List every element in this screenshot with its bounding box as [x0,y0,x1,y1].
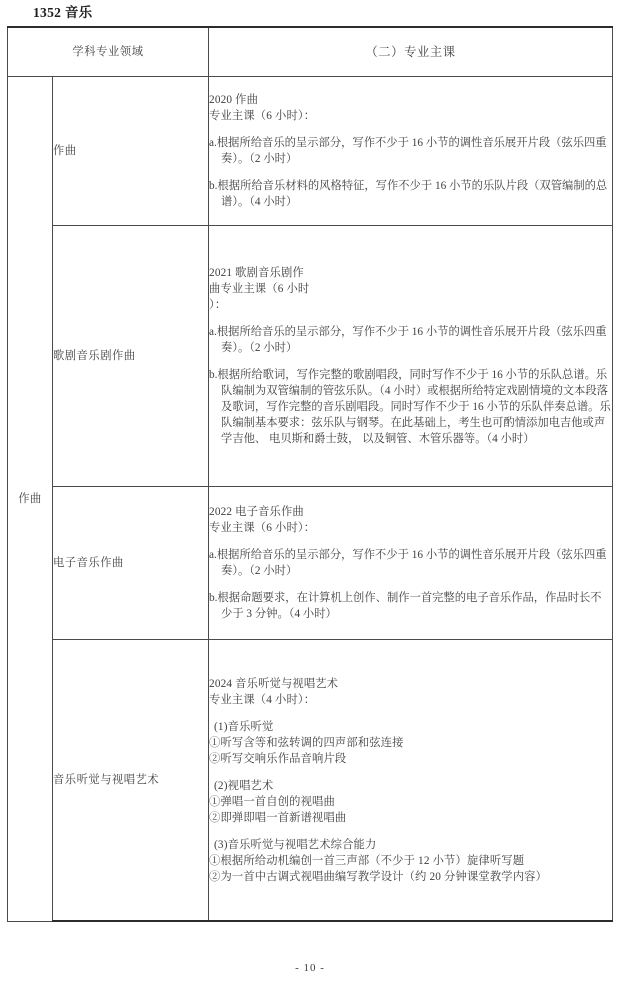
course-hours-line: 专业主课（6 小时）： [209,522,316,534]
group-point: ②为一首中古调式视唱曲编写教学设计（约 20 分钟课堂教学内容） [209,870,548,883]
course-item: a.根据所给音乐的呈示部分，写作不少于 16 小节的调性音乐展开片段（弦乐四重奏）。（2 小时） [209,549,607,577]
course-content-cell [209,226,613,487]
page-number: - 10 - [295,962,325,974]
group-point: ①根据所给动机编创一首三声部（不少于 12 小节）旋律听写题 [209,854,525,867]
course-heading-block [209,92,612,124]
table-header-row [8,27,613,77]
header-field-cell: 学科专业领域 [8,27,209,77]
course-code-line: 2024 音乐听觉与视唱艺术 [209,677,339,690]
course-hours-line: 专业主课（4 小时）： [209,693,316,706]
table-row [8,226,613,487]
course-hours-line: 专业主课（6 小时）： [209,110,316,122]
group-heading: (1)音乐听觉 [214,720,274,733]
group-point: ①听写含等和弦转调的四声部和弦连接 [209,736,404,749]
subcategory-cell: 电子音乐作曲 [53,487,209,640]
course-content-cell [209,77,613,226]
curriculum-table [7,26,613,922]
course-group [209,837,612,885]
table-row [8,487,613,640]
group-point: ②即弹即唱一首新谱视唱曲 [209,811,347,824]
table-row [8,640,613,922]
course-heading-block [209,504,612,536]
course-hours-line: 曲专业主课（6 小时 [209,283,310,295]
course-heading-block [209,265,612,313]
course-heading-block [209,676,612,708]
page-title: 1352 音乐 [33,5,93,20]
course-group [209,778,612,826]
table-row [8,77,613,226]
group-heading: (2)视唱艺术 [214,779,274,792]
category-cell: 作曲 [8,77,53,922]
course-item: b.根据所给歌词，写作完整的歌剧唱段，同时写作不少于 16 小节的乐队总谱。乐队编制为双管编制的管弦乐队。（4 小时）或根据所给特定戏剧情境的文本段落及歌词，写作完整的音乐剧唱段。同时写作不少于 16 小节的乐队伴奏总谱。乐队编制基本要求：弦乐队与钢琴。在此基础上，考生也可酌情添加电吉他或声学吉他、 电贝斯和爵士鼓， 以及铜管、木管乐器等。（4 小时） [209,369,611,445]
course-code-line: 2022 电子音乐作曲 [209,506,304,518]
course-content-cell [209,640,613,922]
group-point: ①弹唱一首自创的视唱曲 [209,795,335,808]
subcategory-cell: 音乐听觉与视唱艺术 [53,640,209,922]
subcategory-cell: 作曲 [53,77,209,226]
subcategory-cell: 歌剧音乐剧作曲 [53,226,209,487]
header-course-cell: （二）专业主课 [209,27,613,77]
course-item: b.根据命题要求，在计算机上创作、制作一首完整的电子音乐作品，作品时长不少于 3 分钟。（4 小时） [209,592,602,620]
course-item: a.根据所给音乐的呈示部分，写作不少于 16 小节的调性音乐展开片段（弦乐四重奏）。（2 小时） [209,137,607,165]
course-code-line: 2020 作曲 [209,94,259,106]
course-content-cell [209,487,613,640]
course-group [209,719,612,767]
course-code-line: 2021 歌剧音乐剧作 [209,267,304,279]
course-hours-line-cont: ）： [209,299,227,311]
group-heading: (3)音乐听觉与视唱艺术综合能力 [214,838,377,851]
course-item: a.根据所给音乐的呈示部分，写作不少于 16 小节的调性音乐展开片段（弦乐四重奏）。（2 小时） [209,326,607,354]
group-point: ②听写交响乐作品音响片段 [209,752,347,765]
course-item: b.根据所给音乐材料的风格特征，写作不少于 16 小节的乐队片段（双管编制的总谱）。（4 小时） [209,180,608,208]
